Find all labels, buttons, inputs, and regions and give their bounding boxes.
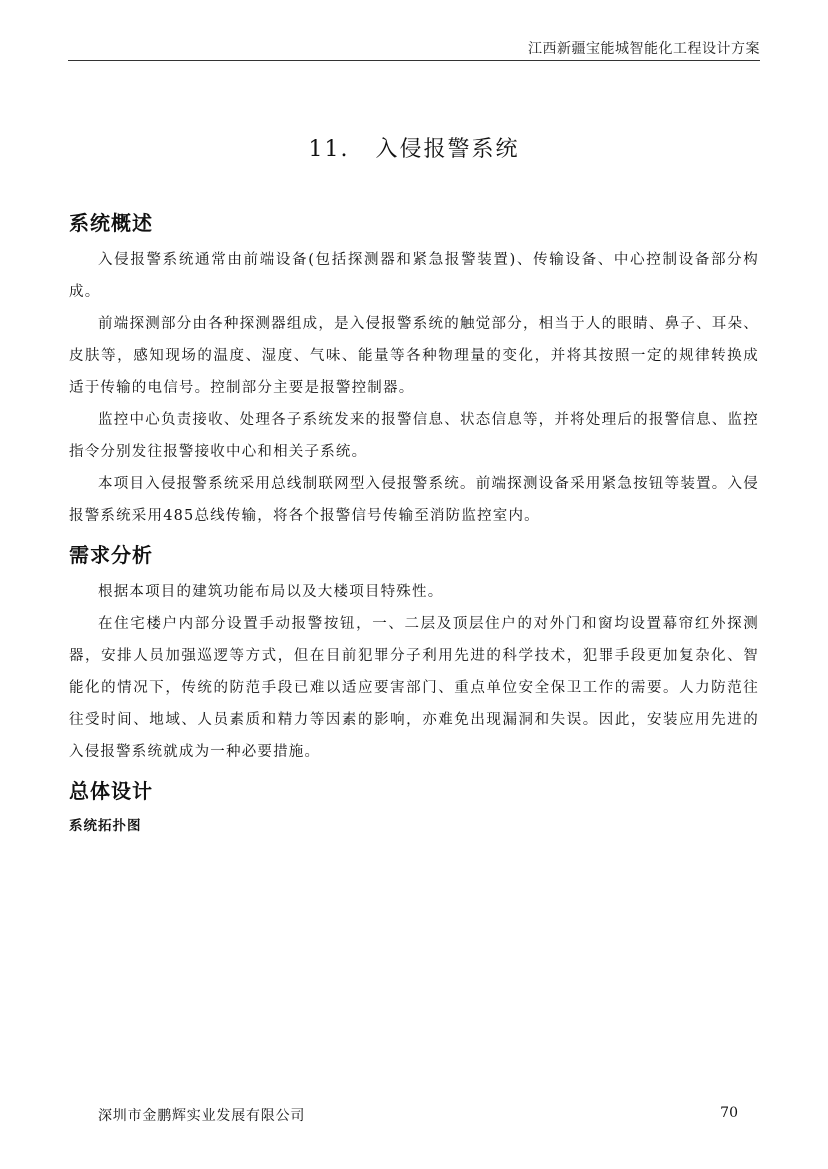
paragraph: 监控中心负责接收、处理各子系统发来的报警信息、状态信息等，并将处理后的报警信息、监控指令分别发往报警接收中心和相关子系统。 [69,412,759,460]
section-heading-design: 总体设计 [69,779,153,803]
page-number: 70 [720,1105,738,1121]
paragraph: 在住宅楼户内部分设置手动报警按钮，一、二层及顶层住户的对外门和窗均设置幕帘红外探测器，安排人员加强巡逻等方式，但在目前犯罪分子利用先进的科学技术，犯罪手段更加复杂化、智能化的情况下，传统的防范手段已难以适应要害部门、重点单位安全保卫工作的需要。人力防范往往受时间、地域、人员素质和精力等因素的影响，亦难免出现漏洞和失误。因此，安装应用先进的入侵报警系统就成为一种必要措施。 [69,616,759,760]
paragraph: 前端探测部分由各种探测器组成，是入侵报警系统的触觉部分，相当于人的眼睛、鼻子、耳朵、皮肤等，感知现场的温度、湿度、气味、能量等各种物理量的变化，并将其按照一定的规律转换成适于传输的电信号。控制部分主要是报警控制器。 [69,316,759,396]
section-heading-requirements: 需求分析 [69,543,153,567]
chapter-number: 11. [308,137,350,162]
paragraph: 根据本项目的建筑功能布局以及大楼项目特殊性。 [98,584,444,600]
section-heading-overview: 系统概述 [69,211,153,235]
footer-company: 深圳市金鹏辉实业发展有限公司 [98,1108,306,1124]
main-content [69,200,759,834]
header-divider [68,60,760,61]
chapter-title [0,132,828,163]
document-title: 江西新疆宝能城智能化工程设计方案 [528,41,760,57]
paragraph: 本项目入侵报警系统采用总线制联网型入侵报警系统。前端探测设备采用紧急按钮等装置。入侵报警系统采用485总线传输，将各个报警信号传输至消防监控室内。 [69,476,759,524]
paragraph: 入侵报警系统通常由前端设备(包括探测器和紧急报警装置)、传输设备、中心控制设备部分构成。 [69,252,759,300]
subheading-topology: 系统拓扑图 [69,818,142,834]
chapter-name: 入侵报警系统 [375,137,520,162]
